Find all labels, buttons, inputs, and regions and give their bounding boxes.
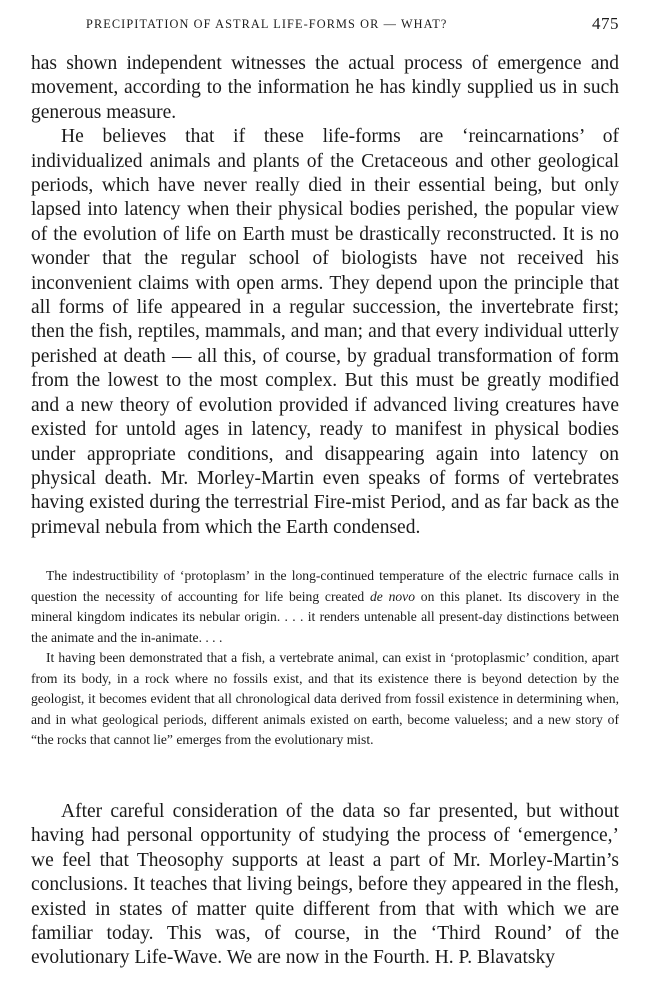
quotation-paragraph-1	[31, 566, 619, 648]
main-text	[31, 52, 619, 540]
latin-phrase: de novo	[369, 588, 416, 604]
paragraph-continuation: has shown independent witnesses the actual process of emergence and movement, according to the information he has kindly supplied us in such generous measure.	[31, 53, 619, 123]
quotation-text: The indestructibility of ‘protoplasm’ in the long-continued temperature of the electric furnace calls in question the necessity of accounting for life being created	[31, 568, 619, 604]
page-number: 475	[592, 14, 619, 33]
quotation-paragraph-2: It having been demonstrated that a fish, a vertebrate animal, can exist in ‘protoplasmic’ condition, apart from its body, in a rock where no fossils exist, and that its existence there is beyond detection by the geologist, it becomes evident that all chronological data derived from fossil existence in determining when, and in what geological periods, different animals existed on earth, become valueless; and a new story of “the rocks that cannot lie” emerges from the evolutionary mist.	[31, 650, 619, 747]
running-title: PRECIPITATION OF ASTRAL LIFE-FORMS OR — WHAT?	[86, 17, 448, 31]
paragraph-theosophy: After careful consideration of the data so far presented, but without having had personal opportunity of studying the process of ‘emergence,’ we feel that Theosophy supports at least a part of Mr. Morley-Martin’s conclusions. It teaches that living beings, before they appeared in the flesh, existed in states of matter quite different from that with which we are familiar today. This was, of course, in the ‘Third Round’ of the evolutionary Life-Wave. We are now in the Fourth. H. P. Blavatsky	[31, 801, 619, 969]
closing-text	[31, 800, 619, 971]
block-quotation	[31, 566, 619, 751]
quotation-text: on this planet. Its discovery in the mineral kingdom indicates its nebular origin. . . . it renders untenable all present-day distinctions between the animate and the in-animate. . . .	[31, 588, 620, 645]
paragraph-reincarnation: He believes that if these life-forms are ‘reincarnations’ of individualized animals and plants of the Cretaceous and other geological periods, which have never really died in their essential being, but only lapsed into latency when their physical bodies perished, the popular view of the evolution of life on Earth must be drastically reconstructed. It is no wonder that the regular school of biologists have not received his inconvenient claims with open arms. They depend upon the principle that all forms of life appeared in a regular succession, the invertebrate first; then the fish, reptiles, mammals, and man; and that every individual utterly perished at death — all this, of course, by gradual transformation of form from the lowest to the most complex. But this must be greatly modified and a new theory of evolution provided if advanced living creatures have existed for untold ages in latency, ready to manifest in physical bodies under appropriate conditions, and disappearing again into latency on physical death. Mr. Morley-Martin even speaks of forms of vertebrates having existed during the terrestrial Fire-mist Period, and as far back as the primeval nebula from which the Earth condensed.	[31, 126, 619, 538]
running-header	[31, 14, 619, 36]
